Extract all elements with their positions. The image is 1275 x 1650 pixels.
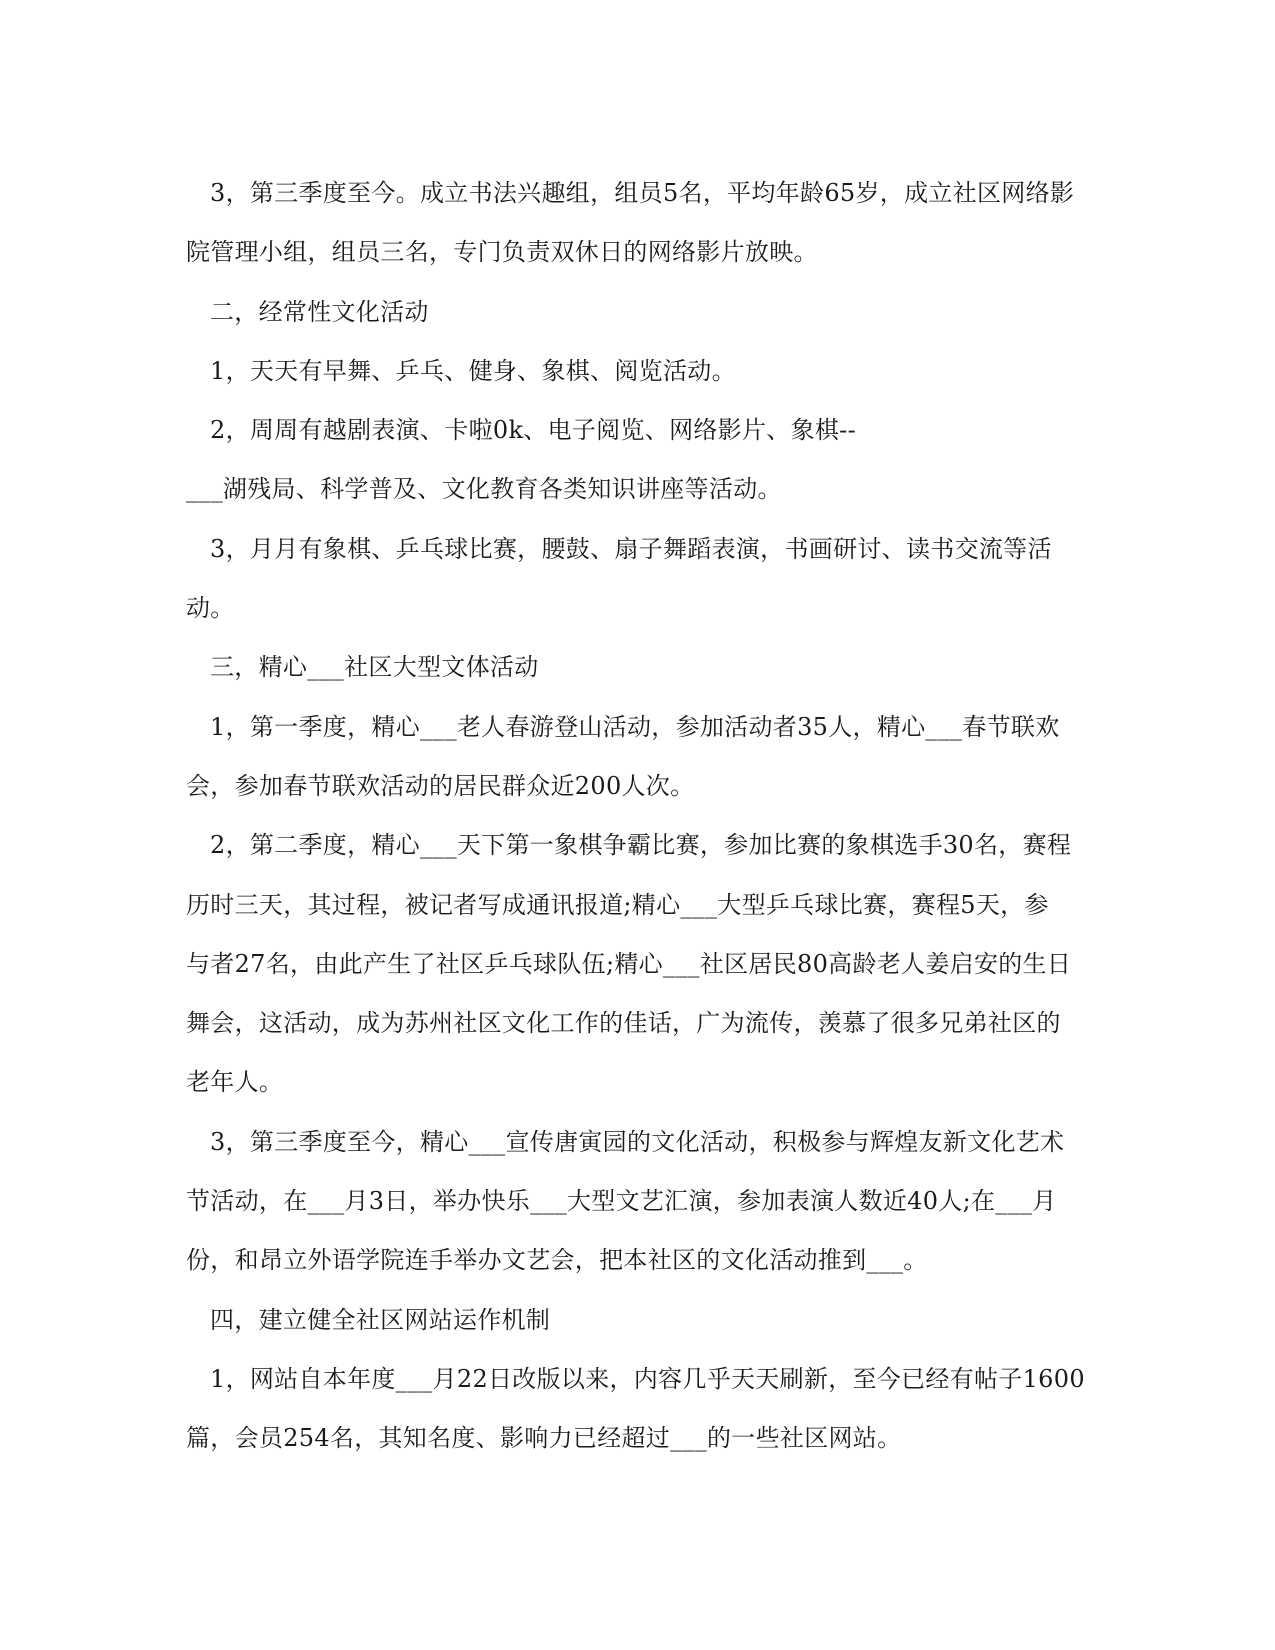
section-heading: 三，精心___社区大型文体活动: [210, 653, 539, 682]
text-line: 2，第二季度，精心___天下第一象棋争霸比赛，参加比赛的象棋选手30名，赛程: [210, 831, 1072, 860]
text-line: 3，第三季度至今，精心___宣传唐寅园的文化活动，积极参与辉煌友新文化艺术: [210, 1127, 1065, 1156]
text-line: 动。: [186, 594, 235, 623]
text-line: 老年人。: [186, 1068, 284, 1097]
text-line: 2，周周有越剧表演、卡啦0k、电子阅览、网络影片、象棋--: [210, 416, 856, 445]
text-line: 3，月月有象棋、乒乓球比赛，腰鼓、扇子舞蹈表演，书画研讨、读书交流等活: [210, 534, 1052, 563]
text-line: 1，第一季度，精心___老人春游登山活动，参加活动者35人，精心___春节联欢: [210, 712, 1060, 741]
section-heading: 四，建立健全社区网站运作机制: [210, 1305, 551, 1334]
text-line: 节活动，在___月3日，举办快乐___大型文艺汇演，参加表演人数近40人;在___月: [186, 1187, 1057, 1216]
text-line: 1，网站自本年度___月22日改版以来，内容几乎天天刷新，至今已经有帖子1600: [210, 1364, 1085, 1393]
text-line: 历时三天，其过程，被记者写成通讯报道;精心___大型乒乓球比赛，赛程5天，参: [186, 890, 1049, 919]
text-line: 篇，会员254名，其知名度、影响力已经超过___的一些社区网站。: [186, 1424, 902, 1453]
document-body: [186, 164, 1091, 1469]
text-line: 院管理小组，组员三名，专门负责双休日的网络影片放映。: [186, 238, 818, 267]
section-heading: 二，经常性文化活动: [210, 297, 429, 326]
text-line: 3，第三季度至今。成立书法兴趣组，组员5名，平均年龄65岁，成立社区网络影: [210, 179, 1075, 207]
text-line: 份，和昂立外语学院连手举办文艺会，把本社区的文化活动推到___。: [186, 1246, 928, 1275]
text-line: 与者27名，由此产生了社区乒乓球队伍;精心___社区居民80高龄老人姜启安的生日: [186, 949, 1072, 978]
text-line: 1，天天有早舞、乒乓、健身、象棋、阅览活动。: [210, 356, 736, 385]
text-line: 会，参加春节联欢活动的居民群众近200人次。: [186, 771, 695, 800]
text-line: ___湖残局、科学普及、文化教育各类知识讲座等活动。: [186, 475, 782, 504]
text-line: 舞会，这活动，成为苏州社区文化工作的佳话，广为流传，羡慕了很多兄弟社区的: [186, 1009, 1061, 1038]
